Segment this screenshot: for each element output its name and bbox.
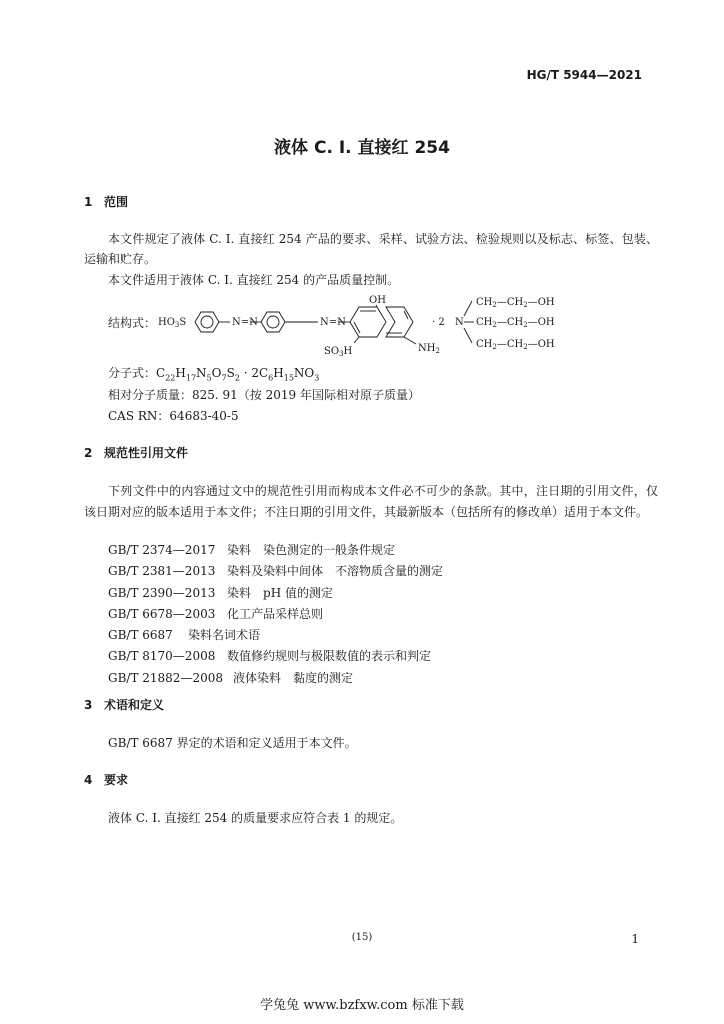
reference-subtitle: 染色测定的一般条件规定 <box>263 543 396 557</box>
standard-code: HG/T 5944—2021 <box>526 68 642 82</box>
page-number: 1 <box>631 932 639 946</box>
ethanol-arm-2: $CH_2—CH_2—OH$ <box>476 317 555 329</box>
scope-paragraph-2: 本文件适用于液体 C. I. 直接红 254 的产品质量控制。 <box>108 273 400 287</box>
section-title: 要求 <box>104 773 129 787</box>
ethanol-arm-3: $CH_2—CH_2—OH$ <box>476 339 555 351</box>
reference-title: 染料 <box>227 585 252 600</box>
formula-label: 分子式： <box>108 366 157 380</box>
reference-subtitle: 不溶物质含量的测定 <box>335 564 444 579</box>
molecular-mass: 相对分子质量：825. 91（按 2019 年国际相对原子质量） <box>108 388 420 402</box>
reference-code: GB/T 21882—2008 <box>108 670 223 685</box>
section-number: 1 <box>84 195 93 209</box>
ho3s-group-left: $HO_3S$ <box>158 317 187 329</box>
reference-code: GB/T 2390—2013 <box>108 585 216 600</box>
so3h-group: $SO_3H$ <box>324 346 353 358</box>
reference-subtitle: 黏度的测定 <box>293 670 354 685</box>
benzene-ring-2 <box>261 312 285 332</box>
naphthalene-ring-2 <box>386 307 413 337</box>
azo-label-1: N=N <box>232 317 258 328</box>
reference-item <box>108 583 443 604</box>
section-title: 规范性引用文件 <box>104 446 189 460</box>
section-number: 2 <box>84 446 93 460</box>
reference-item <box>108 625 443 646</box>
reference-code: GB/T 8170—2008 <box>108 649 216 664</box>
page-sequence: (15) <box>351 932 373 943</box>
reference-title: 染料名词术语 <box>188 628 261 643</box>
cas-number: CAS RN：64683-40-5 <box>108 409 239 423</box>
reference-item <box>108 668 443 689</box>
molecular-formula: $C_{22}H_{17}N_5O_7S_2 \cdot 2C_6H_{15}NO_3$ <box>156 366 320 383</box>
scope-paragraph-1: 本文件规定了液体 C. I. 直接红 254 产品的要求、采样、试验方法、检验规则以及标志、标签、包装、运输和贮存。 <box>84 232 658 266</box>
document-title: 液体 C. I. 直接红 254 <box>274 138 450 158</box>
reference-list <box>108 540 443 689</box>
section-1-heading <box>84 193 128 210</box>
watermark-footer: 学兔兔 www.bzfxw.com 标准下载 <box>260 998 464 1013</box>
ethanol-arm-1: $CH_2—CH_2—OH$ <box>476 297 555 309</box>
nh2-group: $NH_2$ <box>418 343 440 355</box>
reference-item <box>108 604 443 625</box>
structural-formula <box>150 288 590 360</box>
terms-text: GB/T 6687 界定的术语和定义适用于本文件。 <box>108 736 357 750</box>
naphthalene-ring-1 <box>350 307 386 337</box>
reference-title: 染料及染料中间体 <box>227 564 324 579</box>
reference-item <box>108 540 443 561</box>
section-title: 范围 <box>104 195 129 209</box>
section-title: 术语和定义 <box>104 698 165 712</box>
reference-code: GB/T 6687 <box>108 628 173 643</box>
requirements-text: 液体 C. I. 直接红 254 的质量要求应符合表 1 的规定。 <box>108 811 403 825</box>
section-3-heading <box>84 696 164 713</box>
normative-references-intro: 下列文件中的内容通过文中的规范性引用而构成本文件必不可少的条款。其中，注日期的引用文件，仅该日期对应的版本适用于本文件；不注日期的引用文件，其最新版本（包括所有的修改单）适用于本文件。 <box>84 484 658 519</box>
azo-label-2: N=N <box>320 317 346 328</box>
section-2-heading <box>84 444 188 461</box>
benzene-ring-1 <box>195 312 219 332</box>
reference-title: 化工产品采样总则 <box>227 606 324 621</box>
oh-group: OH <box>369 295 386 306</box>
section-number: 4 <box>84 773 93 787</box>
reference-code: GB/T 2381—2013 <box>108 564 216 579</box>
structure-label: 结构式： <box>108 316 157 330</box>
reference-title: 数值修约规则与极限数值的表示和判定 <box>227 649 432 664</box>
section-number: 3 <box>84 698 93 712</box>
reference-item <box>108 561 443 582</box>
multiplier: · 2 <box>432 317 445 328</box>
reference-item <box>108 646 443 667</box>
reference-code: GB/T 2374—2017 <box>108 543 216 557</box>
molecular-formula-row <box>108 364 319 382</box>
reference-title: 液体染料 <box>233 670 282 685</box>
reference-title: 染料 <box>227 543 252 557</box>
reference-subtitle: pH 值的测定 <box>263 585 333 600</box>
section-4-heading <box>84 771 128 788</box>
amine-n: N <box>455 317 464 328</box>
reference-code: GB/T 6678—2003 <box>108 606 216 621</box>
